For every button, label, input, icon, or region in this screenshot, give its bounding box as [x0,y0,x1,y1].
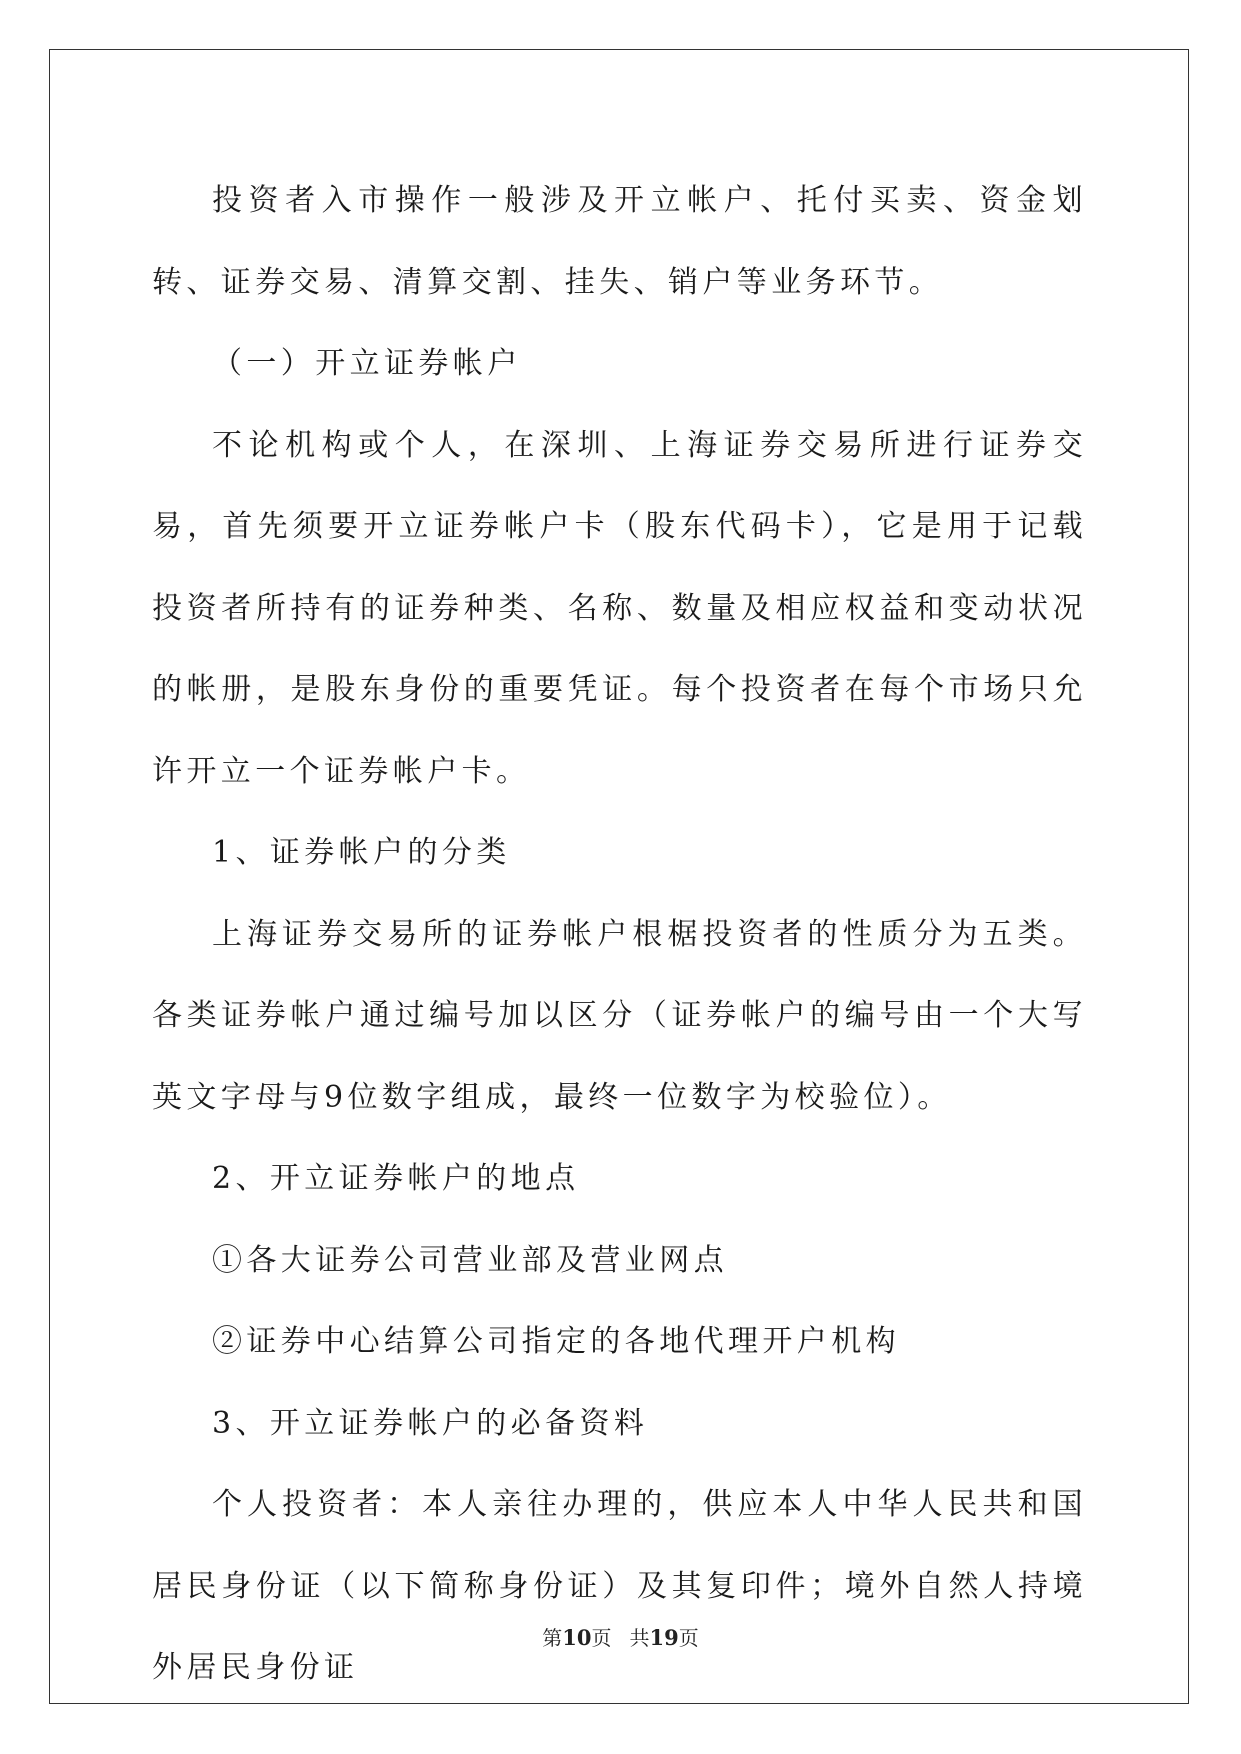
footer-page-mid: 页 [591,1626,612,1650]
paragraph-account-types: 上海证券交易所的证券帐户根椐投资者的性质分为五类。各类证券帐户通过编号加以区分（证券帐户的编号由一个大写英文字母与9位数字组成，最终一位数字为校验位）。 [152,916,1087,1115]
section-heading-open-account: （一）开立证券帐户 [212,346,522,381]
list-item-location-1: ①各大证券公司营业部及营业网点 [212,1242,728,1278]
footer-page-prefix: 第 [542,1626,563,1650]
subheading-account-location: 2、开立证券帐户的地点 [212,1161,580,1196]
footer-page-total: 19 [649,1625,679,1650]
paragraph-account-card: 不论机构或个人，在深圳、上海证券交易所进行证券交易，首先须要开立证券帐户卡（股东代码卡），它是用于记载投资者所持有的证券种类、名称、数量及相应权益和变动状况的帐册，是股东身份的重要凭证。每个投资者在每个市场只允许开立一个证券帐户卡。 [152,427,1087,789]
subheading-account-types: 1、证券帐户的分类 [212,835,511,870]
footer-page-current: 10 [562,1625,592,1650]
list-item-location-2: ②证券中心结算公司指定的各地代理开户机构 [212,1324,900,1359]
document-body [152,160,1087,1709]
paragraph-intro: 投资者入市操作一般涉及开立帐户、托付买卖、资金划转、证券交易、清算交割、挂失、销户等业务环节。 [152,183,1087,300]
footer-total-suffix: 页 [678,1626,699,1650]
page-footer [0,1622,1241,1651]
subheading-required-documents: 3、开立证券帐户的必备资料 [212,1405,649,1441]
footer-total-prefix: 共 [629,1626,650,1650]
paragraph-individual-investor: 个人投资者：本人亲往办理的，供应本人中华人民共和国居民身份证（以下简称身份证）及其复印件；境外自然人持境外居民身份证 [152,1487,1087,1685]
